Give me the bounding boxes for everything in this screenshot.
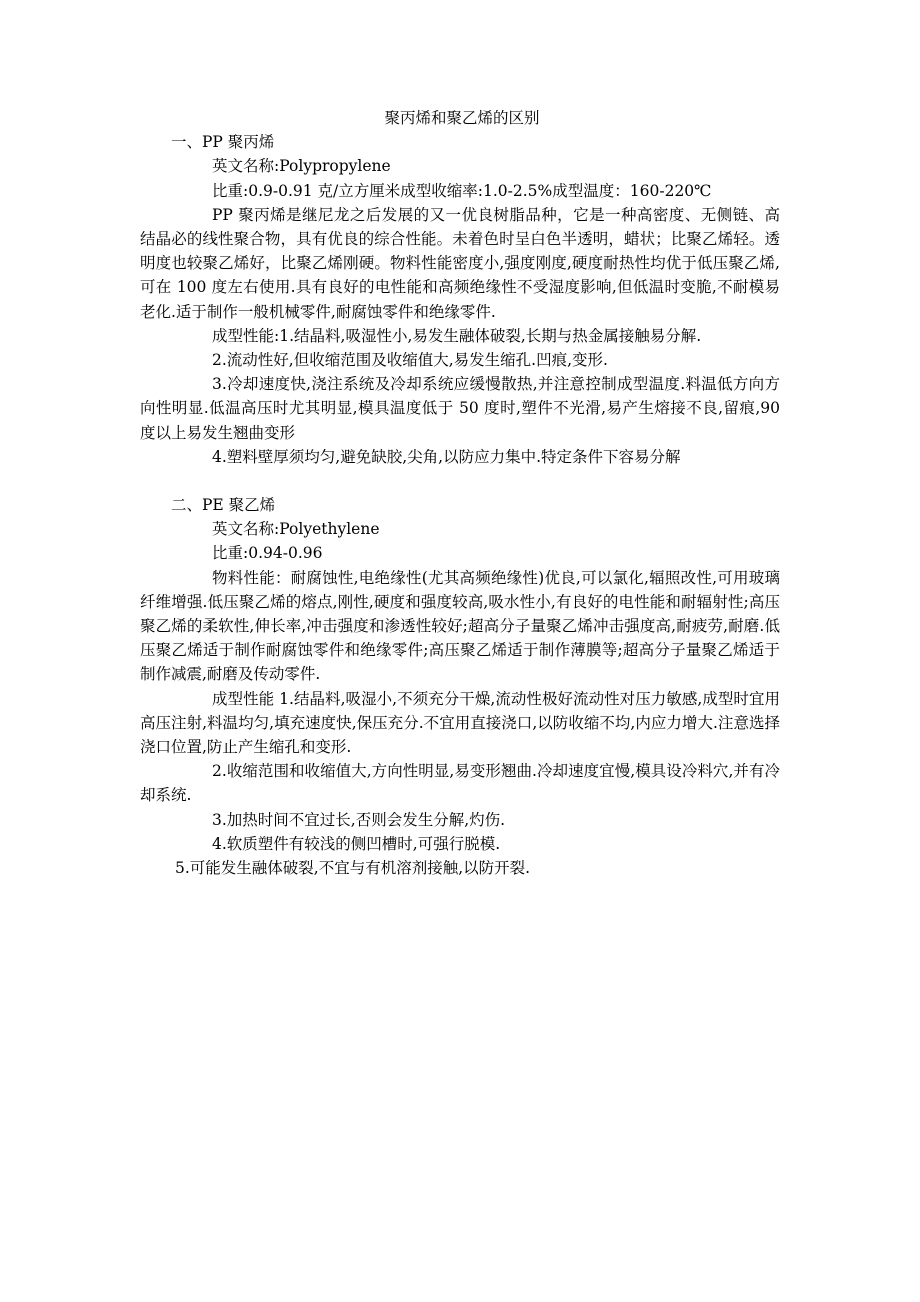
- pe-molding-1: 成型性能 1.结晶料,吸湿小,不须充分干燥,流动性极好流动性对压力敏感,成型时宜用高压注射,料温均匀,填充速度快,保压充分.不宜用直接浇口,以防收缩不均,内应力增大.注意选择浇口位置,防止产生缩孔和变形.: [140, 689, 780, 757]
- pe-material: 物料性能：耐腐蚀性,电绝缘性(尤其高频绝缘性)优良,可以氯化,辐照改性,可用玻璃纤维增强.低压聚乙烯的熔点,刚性,硬度和强度较高,吸水性小,有良好的电性能和耐辐射性;高压聚乙烯的柔软性,伸长率,冲击强度和渗透性较好;超高分子量聚乙烯冲击强度高,耐疲劳,耐磨.低压聚乙烯适于制作耐腐蚀零件和绝缘零件;高压聚乙烯适于制作薄膜等;超高分子量聚乙烯适于制作减震,耐磨及传动零件.: [140, 568, 780, 684]
- pp-description: PP 聚丙烯是继尼龙之后发展的又一优良树脂品种，它是一种高密度、无侧链、高结晶必的线性聚合物，具有优良的综合性能。未着色时呈白色半透明，蜡状；比聚乙烯轻。透明度也较聚乙烯好，比聚乙烯刚硬。物料性能密度小,强度刚度,硬度耐热性均优于低压聚乙烯,可在 100 度左右使用.具有良好的电性能和高频绝缘性不受湿度影响,但低温时变脆,不耐模易老化.适于制作一般机械零件,耐腐蚀零件和绝缘零件.: [140, 205, 780, 321]
- pe-molding-3: 3.加热时间不宜过长,否则会发生分解,灼伤.: [212, 810, 506, 829]
- pp-molding-3: 3.冷却速度快,浇注系统及冷却系统应缓慢散热,并注意控制成型温度.料温低方向方向性明显.低温高压时尤其明显,模具温度低于 50 度时,塑件不光滑,易产生熔接不良,留痕,90 度以上易发生翘曲变形: [140, 375, 780, 442]
- pp-molding-1: 成型性能:1.结晶料,吸湿性小,易发生融体破裂,长期与热金属接触易分解.: [212, 326, 702, 345]
- document-title: 聚丙烯和聚乙烯的区别: [384, 109, 540, 127]
- pe-specs: 比重:0.94-0.96: [212, 544, 323, 563]
- pe-section-heading: 二、PE 聚乙烯: [171, 496, 276, 515]
- section-spacer: [140, 469, 780, 493]
- document-page: [140, 106, 780, 880]
- pe-molding-4: 4.软质塑件有较浅的侧凹槽时,可强行脱模.: [212, 834, 501, 853]
- pe-english-name: 英文名称:Polyethylene: [212, 520, 380, 539]
- pp-specs: 比重:0.9-0.91 克/立方厘米成型收缩率:1.0-2.5%成型温度：160-220℃: [212, 181, 712, 200]
- pe-molding-5: 5.可能发生融体破裂,不宜与有机溶剂接触,以防开裂.: [175, 859, 531, 878]
- pp-section-heading: 一、PP 聚丙烯: [171, 133, 275, 152]
- pe-molding-2: 2.收缩范围和收缩值大,方向性明显,易变形翘曲.冷却速度宜慢,模具设冷料穴,并有冷却系统.: [140, 762, 780, 805]
- pp-english-name: 英文名称:Polypropylene: [212, 157, 391, 176]
- pp-molding-2: 2.流动性好,但收缩范围及收缩值大,易发生缩孔.凹痕,变形.: [212, 351, 608, 370]
- pp-molding-4: 4.塑料壁厚须均匀,避免缺胶,尖角,以防应力集中.特定条件下容易分解: [212, 447, 681, 466]
